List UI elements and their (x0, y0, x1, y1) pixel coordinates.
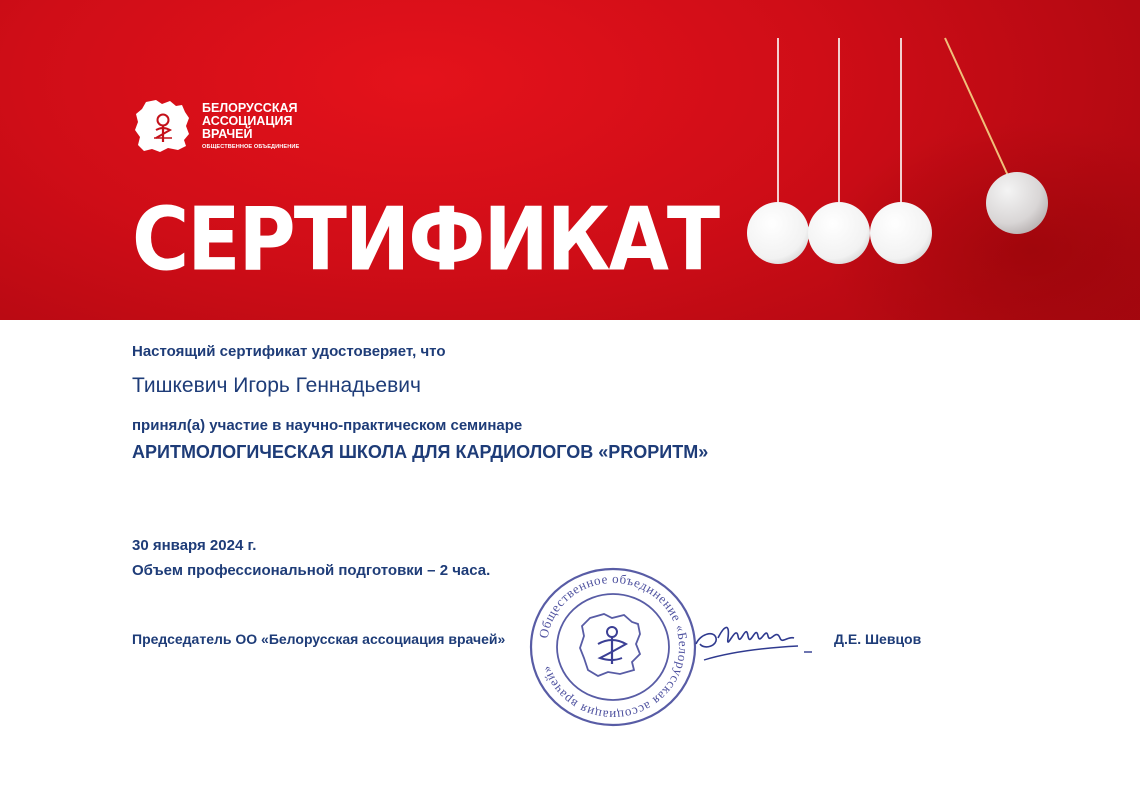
signatory-position: Председатель ОО «Белорусская ассоциация врачей» (132, 631, 506, 647)
association-logo (132, 96, 302, 160)
logo-line-2: АССОЦИАЦИЯ (202, 114, 293, 128)
seminar-title: АРИТМОЛОГИЧЕСКАЯ ШКОЛА ДЛЯ КАРДИОЛОГОВ «PROРИТМ» (132, 442, 709, 462)
official-stamp (528, 566, 698, 728)
header-banner (0, 0, 1140, 320)
signatory-name: Д.Е. Шевцов (834, 631, 922, 647)
event-date: 30 января 2024 г. (132, 537, 257, 554)
recipient-name: Тишкевич Игорь Геннадьевич (132, 374, 421, 397)
logo-subtitle: ОБЩЕСТВЕННОЕ ОБЪЕДИНЕНИЕ (202, 144, 300, 150)
logo-line-3: ВРАЧЕЙ (202, 127, 253, 141)
training-volume: Объем профессиональной подготовки – 2 часа. (132, 562, 491, 579)
intro-text: Настоящий сертификат удостоверяет, что (132, 343, 446, 360)
logo-wordmark (202, 102, 297, 141)
logo-line-1: БЕЛОРУССКАЯ (202, 101, 298, 115)
newtons-cradle-illustration (740, 0, 1060, 320)
participation-text: принял(а) участие в научно-практическом семинаре (132, 417, 523, 434)
certificate-title: СЕРТИФИКАТ (132, 190, 719, 291)
stamp-ring-text: Общественное объединение «Белорусская ассоциация врачей» (535, 570, 692, 724)
handwritten-signature (690, 608, 830, 668)
belarus-map-icon (132, 96, 192, 156)
